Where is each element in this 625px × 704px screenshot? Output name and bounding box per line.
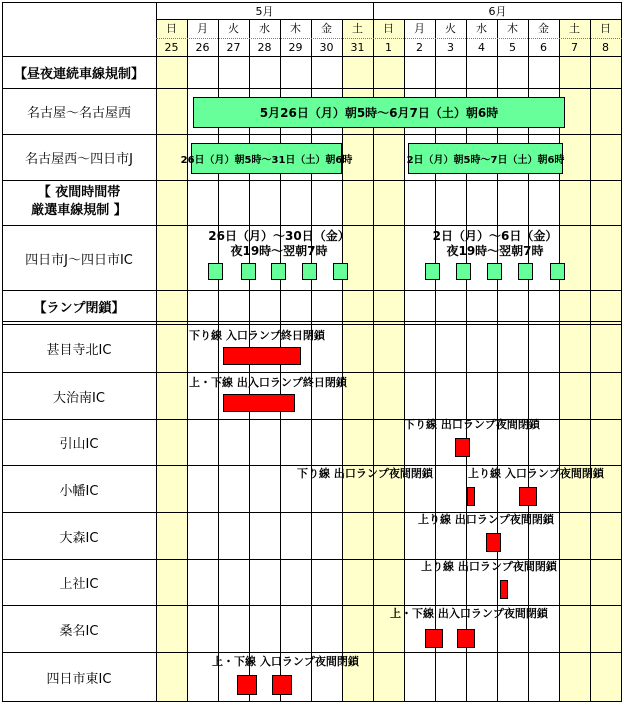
grid-hline	[156, 19, 622, 20]
date-cell: 28	[257, 41, 272, 54]
closure-note-omori: 上り線 出口ランプ夜間閉鎖	[418, 513, 554, 526]
date-cell: 8	[602, 41, 609, 54]
schedule-bar-nagoya-label: 5月26日（月）朝5時～6月7日（土）朝6時	[259, 106, 499, 120]
closure-bar-yokkaichihigashi-2	[272, 675, 292, 695]
date-cell: 7	[571, 41, 578, 54]
weekday-cell: 土	[569, 22, 580, 35]
date-cell: 6	[540, 41, 547, 54]
grid-vline-label	[156, 2, 157, 702]
section-title-daytime: 【昼夜連続車線規制】	[13, 67, 144, 82]
section-title-night	[2, 184, 156, 220]
schedule-bar-nagoyanishi-2-label: 2日（月）朝5時～7日（土）朝6時	[406, 155, 565, 166]
date-cell: 25	[164, 41, 179, 54]
weekday-cell: 日	[600, 22, 611, 35]
row-label-jimokuji: 甚目寺北IC	[46, 343, 112, 358]
schedule-bar-nagoyanishi-1-label: 26日（月）朝5時～31日（土）朝6時	[180, 155, 353, 166]
night-marker	[518, 263, 533, 280]
night-marker	[302, 263, 317, 280]
closure-bar-kuwana-1	[425, 629, 443, 648]
row-label-yokkaichihigashi: 四日市東IC	[46, 672, 112, 687]
closure-bar-yokkaichihigashi-1	[237, 675, 257, 695]
night-marker	[241, 263, 256, 280]
closure-note-oharu: 上・下線 出入口ランプ終日閉鎖	[189, 376, 347, 389]
night-period-1-dates: 26日（月）～30日（金）	[208, 229, 350, 243]
row-label-yokkaichij: 四日市J～四日市IC	[25, 252, 133, 268]
grid-hline-dotted	[156, 38, 622, 39]
date-cell: 26	[195, 41, 210, 54]
grid-vline	[590, 19, 591, 702]
grid-hline	[2, 180, 622, 181]
night-period-1-hours: 夜19時～翌朝7時	[230, 244, 328, 258]
night-marker	[487, 263, 502, 280]
closure-note-obata-1: 下り線 出口ランプ夜間閉鎖	[297, 467, 433, 480]
night-period-2-hours: 夜19時～翌朝7時	[446, 244, 544, 258]
weekday-cell: 日	[383, 22, 394, 35]
night-marker	[456, 263, 471, 280]
night-marker	[550, 263, 565, 280]
row-label-kamiyashiro: 上社IC	[59, 577, 99, 592]
weekday-cell: 木	[507, 22, 518, 35]
month-may: 5月	[255, 5, 274, 18]
date-cell: 1	[385, 41, 392, 54]
month-june: 6月	[488, 5, 507, 18]
closure-bar-jimokuji	[223, 347, 301, 365]
grid-vline	[187, 19, 188, 702]
date-cell: 3	[447, 41, 454, 54]
closure-bar-obata-1	[467, 487, 475, 506]
weekday-cell: 水	[259, 22, 270, 35]
date-cell: 4	[478, 41, 485, 54]
weekday-cell: 木	[290, 22, 301, 35]
row-label-hikiyama: 引山IC	[59, 437, 99, 452]
night-marker	[208, 263, 223, 280]
grid-hline	[2, 321, 622, 322]
weekday-cell: 月	[197, 22, 208, 35]
closure-note-obata-2: 上り線 入口ランプ夜間閉鎖	[468, 467, 604, 480]
closure-note-yokkaichihigashi: 上・下線 入口ランプ夜間閉鎖	[212, 655, 359, 668]
night-period-1	[204, 229, 354, 259]
row-label-obata: 小幡IC	[59, 483, 99, 499]
section-title-night-line1: 【 夜間時間帯	[37, 185, 121, 200]
weekday-cell: 土	[352, 22, 363, 35]
date-cell: 31	[350, 41, 365, 54]
weekday-cell: 火	[228, 22, 239, 35]
row-label-kuwana: 桑名IC	[59, 623, 99, 639]
weekday-cell: 火	[445, 22, 456, 35]
night-marker	[271, 263, 286, 280]
night-marker	[425, 263, 440, 280]
closure-note-kamiyashiro: 上り線 出口ランプ夜間閉鎖	[421, 560, 557, 573]
closure-note-jimokuji: 下り線 入口ランプ終日閉鎖	[189, 329, 325, 342]
weekday-cell: 日	[166, 22, 177, 35]
row-label-nagoyanishi: 名古屋西～四日市J	[25, 152, 133, 167]
night-marker	[333, 263, 348, 280]
weekday-cell: 水	[476, 22, 487, 35]
date-cell: 27	[226, 41, 241, 54]
closure-bar-obata-2	[519, 487, 537, 506]
date-cell: 5	[509, 41, 516, 54]
closure-bar-oharu	[223, 394, 295, 412]
closure-note-hikiyama: 下り線 出口ランプ夜間閉鎖	[404, 418, 540, 431]
closure-bar-kuwana-2	[457, 629, 475, 648]
row-label-oharu: 大治南IC	[53, 390, 105, 406]
weekday-cell: 金	[538, 22, 549, 35]
night-period-2-dates: 2日（月）～6日（金）	[432, 229, 558, 243]
section-title-night-line2: 厳選車線規制 】	[31, 203, 127, 218]
weekday-cell: 月	[414, 22, 425, 35]
schedule-bar-nagoya	[193, 97, 565, 128]
schedule-bar-nagoyanishi-2	[408, 143, 563, 174]
closure-bar-omori	[486, 533, 501, 552]
date-cell: 30	[319, 41, 334, 54]
closure-bar-hikiyama	[455, 438, 470, 457]
night-period-2	[420, 229, 570, 259]
date-cell: 29	[288, 41, 303, 54]
schedule-bar-nagoyanishi-1	[180, 143, 353, 174]
closure-note-kuwana: 上・下線 出入口ランプ夜間閉鎖	[390, 607, 548, 620]
section-title-ramp: 【ランプ閉鎖】	[33, 300, 125, 316]
row-label-nagoya: 名古屋～名古屋西	[26, 106, 131, 121]
closure-bar-kamiyashiro	[500, 580, 508, 599]
row-label-omori: 大森IC	[59, 530, 99, 546]
date-cell: 2	[416, 41, 423, 54]
weekday-cell: 金	[321, 22, 332, 35]
